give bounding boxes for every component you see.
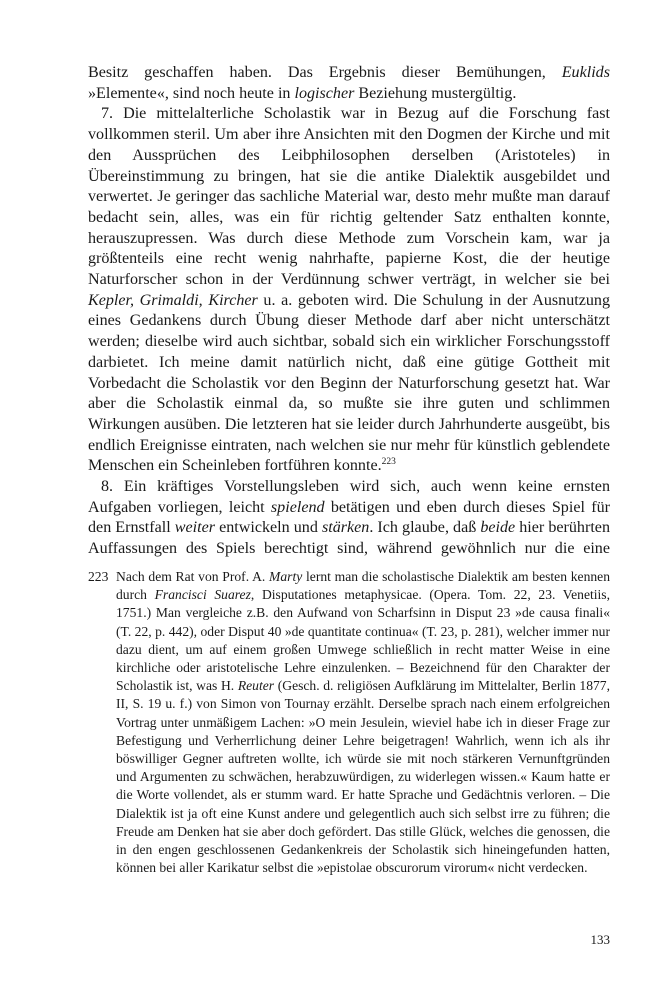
text-run: hier berührten Auffassungen des Spiels berechtigt sind, während gewöhnlich nur die eine (88, 519, 610, 558)
paragraph-continued (88, 63, 610, 104)
italic-run: logischer (294, 84, 355, 102)
text-run: entwickeln und (215, 519, 322, 537)
text-run: betätigen und eben durch dieses Spiel für den Ernstfall (88, 498, 611, 537)
footnote-number: 223 (88, 569, 109, 584)
text-run: lernt man die scholastische Dialektik am besten kennen durch (116, 569, 610, 603)
italic-run: stärken (321, 519, 370, 537)
text-run: Beziehung mustergültig. (354, 84, 517, 102)
italic-run: Euklids (561, 64, 610, 81)
text-run: , Disputationes metaphysicae. (Opera. Tom. 22, 23. Venetiis, 1751.) Man vergleiche z.B. den Aufwand von Scharfsinn in Disput 23 »de causa finali« (T. 22, p. 442), oder Disput 40 »de quantitate continua« (T. 23, p. 281), welcher immer nur dazu dient, um auf einem großen Umwege schließlich in recht matter Weise in eine kirchliche oder aristotelische Lehre einzulenken. – Bezeichnend für den Charakter der Scholastik ist, was H. (116, 587, 610, 694)
italic-run: Reuter (237, 678, 275, 694)
paragraph-8 (88, 477, 610, 560)
text-run: u. a. geboten wird. Die Schulung in der Ausnutzung eines Gedankens durch Übung dieser Methode darf aber nicht unterschätzt werden; dieselbe wird auch sichtbar, sobald sich ein wirklicher Forschungsstoff darbietet. Ich meine damit natürlich nicht, daß eine gütige Gottheit mit Vorbedacht die Scholastik vor den Beginn der Naturforschung gesetzt hat. War aber die Scholastik einmal da, so mußte sie ihre guten und schlimmen Wirkungen ausüben. Die letzteren hat sie leider durch Jahrhunderte ausgeübt, bis endlich Ereignisse eintraten, nach welchen sie nur mehr für künstlich geblendete Menschen ein Scheinleben fortführen konnte. (88, 291, 611, 475)
italic-run: Kepler, Grimaldi, (88, 291, 203, 309)
paragraph-7 (88, 104, 610, 477)
text-run: 7. Die mittelalterliche Scholastik war in Bezug auf die Forschung fast vollkommen steril. Um aber ihre Ansichten mit den Dogmen der Kirche und mit den Aussprüchen des Leibphilosophen derselben (Aristoteles) in Übereinstimmung zu bringen, hat sie die antike Dialektik ausgebildet und verwertet. Je geringer das sachliche Material war, desto mehr mußte man darauf bedacht sein, alles, was ein für richtig geltender Satz enthalten konnte, herauszupressen. Was durch diese Methode zum Vorschein kam, war ja größtenteils eine recht wenig nahrhafte, papierne Kost, die der heutige Naturforscher schon in der Verdünnung schwer verträgt, in welcher sie bei (88, 105, 610, 289)
italic-run: Marty (269, 569, 303, 584)
text-run: Nach dem Rat von Prof. A. (116, 569, 270, 584)
italic-run: weiter (174, 519, 216, 537)
text-run: 8. Ein kräftiges Vorstellungsleben wird sich, auch wenn keine ernsten Aufgaben vorliegen, leicht (88, 478, 610, 516)
footnote-text (116, 568, 610, 877)
italic-run: spielend (270, 498, 325, 516)
footnote-reference[interactable]: 223 (381, 457, 396, 468)
italic-run: beide (480, 519, 516, 537)
text-run: Besitz geschaffen haben. Das Ergebnis dieser Bemühungen, (88, 64, 562, 81)
main-text (88, 63, 610, 560)
italic-run: Kircher (208, 291, 258, 309)
page-number: 133 (590, 932, 610, 947)
text-run: (Gesch. d. religiösen Aufklärung im Mittelalter, Berlin 1877, II, S. 19 u. f.) von Simon von Tournay erzählt. Derselbe sprach nach einem erfolgreichen Vortrag unter unmäßigem Lachen: »O mein Jesulein, wieviel habe ich in dieser Frage zur Befestigung und Verherrlichung deiner Lehre beigetragen! Wahrlich, wenn ich als ihr böswilliger Gegner auftreten wollte, ich würde sie mit noch stärkeren Vernunftgründen und Argumenten zu schwächen, herabzuwürdigen, zu widerlegen wissen.« Kaum hatte er die Worte vollendet, als er stumm ward. Er hatte Sprache und Gedächtnis verloren. – Die Dialektik ist ja oft eine Kunst andere und gelegentlich auch sich selbst irre zu führen; die Freude am Denken hat sie aber doch gefördert. Das stille Glück, welches die genossen, die in den engen geschlossenen Gedankenkreis der Scholastik sich hineingefunden hatten, können bei aller Karikatur selbst die »epistolae obscurorum virorum« nicht verdecken. (116, 678, 610, 876)
text-run: . Ich glaube, daß (369, 519, 481, 537)
text-run: »Elemente«, sind noch heute in (88, 84, 295, 102)
italic-run: Francisci Suarez (154, 587, 251, 603)
